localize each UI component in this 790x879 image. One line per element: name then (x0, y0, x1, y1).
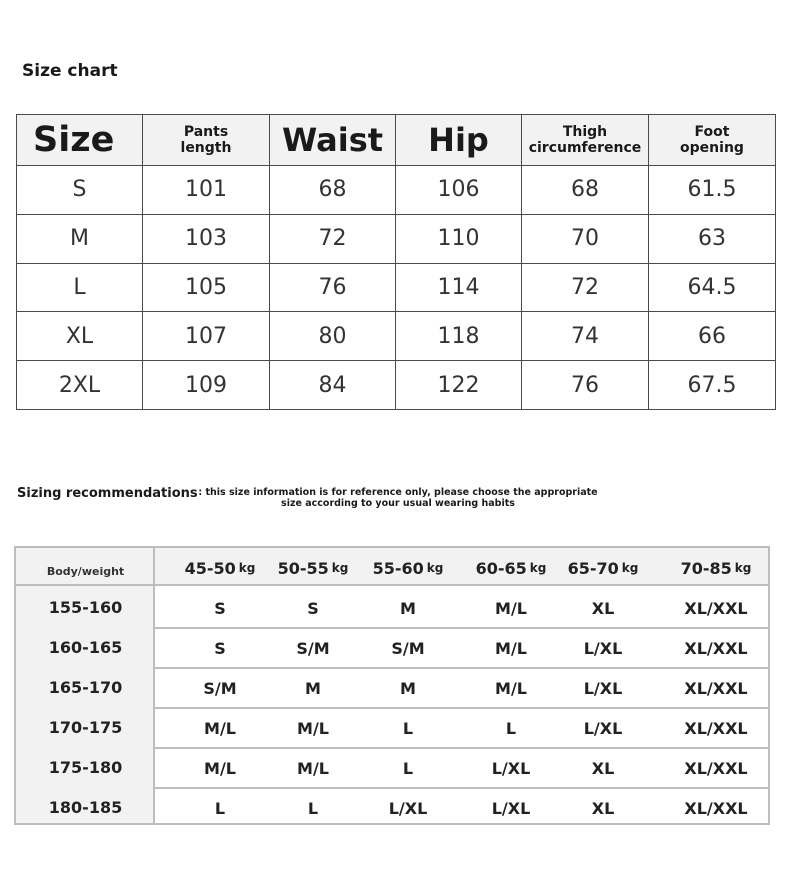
recommended-size-cell: L/XL (583, 639, 623, 658)
size-value-cell: 72 (522, 263, 649, 312)
recommended-size-cell: L/XL (583, 719, 623, 738)
weight-unit: kg (238, 561, 256, 575)
recommended-size-cell: M/L (495, 599, 527, 618)
recommended-size-cell: S (307, 599, 319, 618)
size-value-cell: 76 (270, 263, 396, 312)
recommended-size-cell: L/XL (583, 679, 623, 698)
size-value-cell: 76 (522, 361, 649, 410)
weight-header-3 (353, 548, 463, 586)
header-hip: Hip (396, 115, 522, 166)
recommended-size-cell: S/M (296, 639, 330, 658)
size-value-cell: 101 (143, 166, 270, 215)
height-range-label: 175-180 (48, 758, 123, 777)
recommended-size-cell: XL/XXL (684, 639, 748, 658)
recommended-size-cell: S (214, 599, 226, 618)
weight-unit: kg (734, 561, 752, 575)
weight-header-row (155, 548, 768, 586)
size-row (17, 263, 776, 312)
weight-range: 55-60 (372, 559, 424, 578)
size-value-cell: 74 (522, 312, 649, 361)
size-row (17, 361, 776, 410)
weight-header-6 (661, 548, 771, 586)
size-row (17, 166, 776, 215)
recommended-size-cell: L (307, 799, 319, 818)
size-row (17, 312, 776, 361)
size-value-cell: 64.5 (649, 263, 776, 312)
recommended-size-cell: L (402, 759, 414, 778)
header-foot-opening: Foot opening (649, 115, 776, 166)
size-chart-header-row (17, 115, 776, 166)
recommended-size-cell: M (400, 679, 416, 698)
note-line-2: size according to your usual wearing habits (281, 498, 515, 509)
recommended-size-cell: L/XL (491, 799, 531, 818)
recommended-size-cell: L/XL (388, 799, 428, 818)
recommended-size-cell: M/L (204, 719, 236, 738)
size-chart-title: Size chart (22, 61, 118, 81)
size-value-cell: 84 (270, 361, 396, 410)
recommended-size-cell: XL/XXL (684, 679, 748, 698)
recommended-size-cell: S/M (391, 639, 425, 658)
weight-unit: kg (331, 561, 349, 575)
recommended-size-cell: XL/XXL (684, 759, 748, 778)
sizing-recommendations-title: Sizing recommendations (17, 486, 198, 501)
weight-range: 50-55 (277, 559, 329, 578)
weight-header-2 (258, 548, 368, 586)
recommended-size-cell: S/M (203, 679, 237, 698)
height-range-label: 155-160 (48, 598, 123, 617)
height-range-label: 180-185 (48, 798, 123, 817)
sizing-recommendations-table (14, 546, 770, 825)
recommended-size-cell: M/L (297, 759, 329, 778)
recommended-size-cell: M/L (204, 759, 236, 778)
height-range-label: 165-170 (48, 678, 123, 697)
recommended-size-cell: M/L (297, 719, 329, 738)
size-value-cell: 70 (522, 214, 649, 263)
size-value-cell: 68 (270, 166, 396, 215)
recommended-size-cell: M (305, 679, 321, 698)
recommended-size-cell: S (214, 639, 226, 658)
size-label-cell: M (17, 214, 143, 263)
size-value-cell: 80 (270, 312, 396, 361)
recommended-size-cell: M/L (495, 679, 527, 698)
sizing-recommendations-note (188, 487, 608, 509)
size-value-cell: 105 (143, 263, 270, 312)
size-value-cell: 109 (143, 361, 270, 410)
body-weight-corner-label: Body/weight (16, 548, 155, 586)
weight-unit: kg (426, 561, 444, 575)
note-line-1: : this size information is for reference only, please choose the appropriate (198, 487, 598, 498)
header-size: Size (17, 115, 143, 166)
recommended-size-cell: L/XL (491, 759, 531, 778)
size-value-cell: 118 (396, 312, 522, 361)
size-value-cell: 106 (396, 166, 522, 215)
size-value-cell: 110 (396, 214, 522, 263)
weight-unit: kg (529, 561, 547, 575)
weight-range: 70-85 (680, 559, 732, 578)
recommended-size-cell: L (505, 719, 517, 738)
recommended-size-cell: XL (591, 759, 615, 778)
weight-header-5 (548, 548, 658, 586)
weight-range: 65-70 (567, 559, 619, 578)
size-value-cell: 63 (649, 214, 776, 263)
size-value-cell: 67.5 (649, 361, 776, 410)
size-chart-table (16, 114, 776, 410)
recommended-size-cell: XL (591, 599, 615, 618)
weight-range: 45-50 (184, 559, 236, 578)
header-waist: Waist (270, 115, 396, 166)
recommended-size-cell: L (214, 799, 226, 818)
recommended-size-cell: XL (591, 799, 615, 818)
height-range-label: 160-165 (48, 638, 123, 657)
size-value-cell: 107 (143, 312, 270, 361)
size-value-cell: 68 (522, 166, 649, 215)
size-label-cell: L (17, 263, 143, 312)
size-value-cell: 61.5 (649, 166, 776, 215)
size-value-cell: 72 (270, 214, 396, 263)
size-value-cell: 103 (143, 214, 270, 263)
header-pants-length: Pants length (143, 115, 270, 166)
header-thigh-circumference: Thigh circumference (522, 115, 649, 166)
recommended-size-cell: M (400, 599, 416, 618)
size-label-cell: S (17, 166, 143, 215)
recommended-size-cell: XL/XXL (684, 599, 748, 618)
size-value-cell: 122 (396, 361, 522, 410)
size-value-cell: 66 (649, 312, 776, 361)
recommended-size-cell: L (402, 719, 414, 738)
size-label-cell: XL (17, 312, 143, 361)
height-range-label: 170-175 (48, 718, 123, 737)
weight-unit: kg (621, 561, 639, 575)
recommended-size-cell: XL/XXL (684, 799, 748, 818)
weight-range: 60-65 (475, 559, 527, 578)
size-label-cell: 2XL (17, 361, 143, 410)
size-row (17, 214, 776, 263)
size-value-cell: 114 (396, 263, 522, 312)
recommended-size-cell: XL/XXL (684, 719, 748, 738)
recommended-size-cell: M/L (495, 639, 527, 658)
